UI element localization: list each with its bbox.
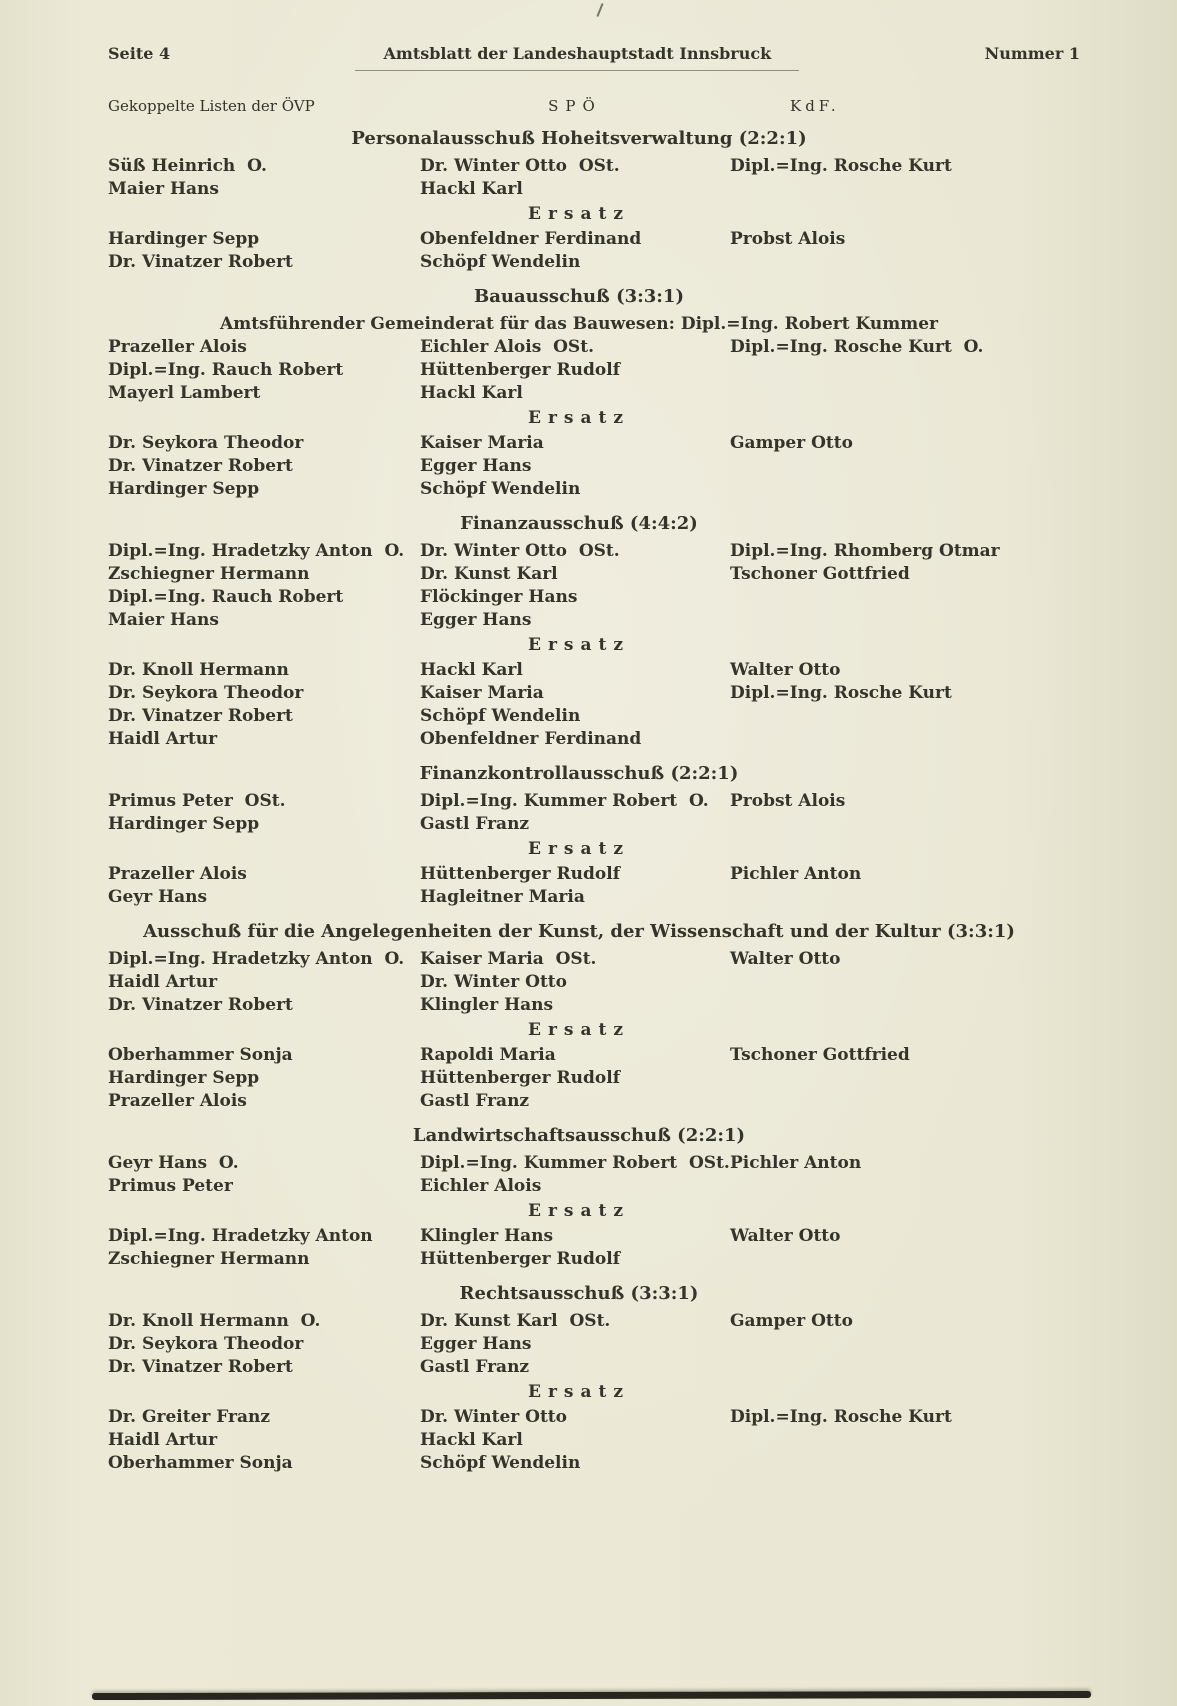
member-column-col2: [420, 790, 730, 836]
member-column-col2: [420, 659, 730, 751]
member-name: Egger Hans: [420, 610, 532, 630]
committee-subtitle: Amtsführender Gemeinderat für das Bauwesen: Dipl.=Ing. Robert Kummer: [220, 314, 938, 334]
member-name: Walter Otto: [730, 660, 841, 680]
member-column-col1: [108, 659, 420, 751]
member-name: Maier Hans: [108, 179, 219, 199]
member-name: Oberhammer Sonja: [108, 1453, 293, 1473]
members-grid: [108, 540, 1080, 632]
member-column-col2: [420, 948, 730, 1017]
member-name: Klingler Hans: [420, 995, 554, 1015]
member-column-col1: [108, 948, 420, 1017]
ersatz-grid: [108, 863, 1080, 909]
member-name: Tschoner Gottfried: [730, 1045, 910, 1065]
member-name: Gastl Franz: [420, 1091, 530, 1111]
committee-sections: [108, 126, 1080, 1475]
member-name: Walter Otto: [730, 1226, 841, 1246]
gazette-title: Amtsblatt der Landeshauptstadt Innsbruck: [355, 44, 799, 71]
member-name: Dr. Seykora Theodor: [108, 1334, 304, 1354]
ersatz-label: Ersatz: [527, 1382, 630, 1402]
member-name: Geyr Hans: [108, 887, 208, 907]
member-name: Kaiser Maria: [420, 683, 544, 703]
member-name: Schöpf Wendelin: [420, 1453, 581, 1473]
ersatz-grid: [108, 228, 1080, 274]
member-column-col3: [730, 228, 1080, 274]
member-column-col3: [730, 432, 1080, 501]
member-name: Hagleitner Maria: [420, 887, 585, 907]
member-column-col1: [108, 540, 420, 632]
member-column-col3: [730, 1310, 1080, 1379]
ersatz-label: Ersatz: [527, 1201, 630, 1221]
members-grid: [108, 155, 1080, 201]
member-name: Gastl Franz: [420, 1357, 530, 1377]
member-name: Walter Otto: [730, 949, 841, 969]
member-name: Maier Hans: [108, 610, 219, 630]
member-column-col1: [108, 1406, 420, 1475]
member-name: Hackl Karl: [420, 383, 523, 403]
member-column-col1: [108, 1310, 420, 1379]
member-column-col2: [420, 432, 730, 501]
members-grid: [108, 1152, 1080, 1198]
member-column-col1: [108, 336, 420, 405]
member-name: Dr. Seykora Theodor: [108, 433, 304, 453]
member-name: Dr. Vinatzer Robert: [108, 456, 293, 476]
member-column-col2: [420, 540, 730, 632]
member-name: Dipl.=Ing. Hradetzky Anton O.: [108, 949, 405, 969]
member-name: Dr. Greiter Franz: [108, 1407, 271, 1427]
column-headers: [108, 97, 1080, 116]
member-name: Probst Alois: [730, 791, 846, 811]
member-name: Dr. Knoll Hermann: [108, 660, 289, 680]
member-name: Dipl.=Ing. Rhomberg Otmar: [730, 541, 1000, 561]
member-name: Primus Peter OSt.: [108, 791, 286, 811]
member-name: Haidl Artur: [108, 1430, 218, 1450]
ersatz-label: Ersatz: [527, 408, 630, 428]
ersatz-grid: [108, 659, 1080, 751]
member-name: Probst Alois: [730, 229, 846, 249]
member-name: Obenfeldner Ferdinand: [420, 729, 642, 749]
member-column-col2: [420, 1310, 730, 1379]
member-name: Pichler Anton: [730, 864, 862, 884]
member-name: Prazeller Alois: [108, 1091, 247, 1111]
member-name: Dipl.=Ing. Rauch Robert: [108, 587, 344, 607]
member-name: Gamper Otto: [730, 433, 853, 453]
member-name: Dipl.=Ing. Rosche Kurt: [730, 156, 952, 176]
member-name: Dr. Vinatzer Robert: [108, 995, 293, 1015]
member-name: Mayerl Lambert: [108, 383, 261, 403]
member-name: Gamper Otto: [730, 1311, 853, 1331]
member-name: Dr. Knoll Hermann O.: [108, 1311, 321, 1331]
member-name: Dr. Vinatzer Robert: [108, 252, 293, 272]
member-name: Kaiser Maria OSt.: [420, 949, 597, 969]
member-name: Dipl.=Ing. Rosche Kurt: [730, 1407, 952, 1427]
member-name: Gastl Franz: [420, 814, 530, 834]
member-name: Zschiegner Hermann: [108, 564, 310, 584]
member-name: Hackl Karl: [420, 179, 523, 199]
member-name: Klingler Hans: [420, 1226, 554, 1246]
ersatz-grid: [108, 432, 1080, 501]
member-name: Hardinger Sepp: [108, 1068, 260, 1088]
member-column-col3: [730, 1044, 1080, 1113]
page-header: [108, 44, 1080, 71]
member-column-col3: [730, 540, 1080, 632]
member-column-col2: [420, 1225, 730, 1271]
member-name: Flöckinger Hans: [420, 587, 578, 607]
column-header-kdf: KdF.: [790, 97, 840, 115]
member-name: Tschoner Gottfried: [730, 564, 910, 584]
ersatz-label: Ersatz: [527, 839, 630, 859]
member-name: Schöpf Wendelin: [420, 479, 581, 499]
member-name: Obenfeldner Ferdinand: [420, 229, 642, 249]
member-name: Eichler Alois: [420, 1176, 542, 1196]
member-name: Schöpf Wendelin: [420, 252, 581, 272]
member-name: Egger Hans: [420, 1334, 532, 1354]
member-name: Prazeller Alois: [108, 864, 247, 884]
member-name: Pichler Anton: [730, 1153, 862, 1173]
member-name: Dr. Vinatzer Robert: [108, 1357, 293, 1377]
member-name: Dr. Winter Otto OSt.: [420, 541, 620, 561]
ersatz-grid: [108, 1406, 1080, 1475]
member-column-col1: [108, 1044, 420, 1113]
members-grid: [108, 790, 1080, 836]
member-name: Hardinger Sepp: [108, 479, 260, 499]
members-grid: [108, 1310, 1080, 1379]
member-name: Rapoldi Maria: [420, 1045, 556, 1065]
member-column-col1: [108, 863, 420, 909]
members-grid: [108, 948, 1080, 1017]
member-column-col1: [108, 155, 420, 201]
committee-section: [108, 1281, 1080, 1475]
committee-section: [108, 511, 1080, 751]
member-name: Dr. Seykora Theodor: [108, 683, 304, 703]
member-name: Schöpf Wendelin: [420, 706, 581, 726]
committee-title: Ausschuß für die Angelegenheiten der Kunst, der Wissenschaft und der Kultur (3:3:1): [143, 921, 1015, 942]
member-name: Eichler Alois OSt.: [420, 337, 594, 357]
member-column-col1: [108, 790, 420, 836]
page-number: Seite 4: [108, 44, 171, 63]
member-name: Oberhammer Sonja: [108, 1045, 293, 1065]
ersatz-label: Ersatz: [527, 204, 630, 224]
member-column-col3: [730, 863, 1080, 909]
ersatz-grid: [108, 1225, 1080, 1271]
member-column-col3: [730, 1406, 1080, 1475]
committee-section: [108, 284, 1080, 501]
ersatz-label: Ersatz: [527, 1020, 630, 1040]
member-name: Hackl Karl: [420, 660, 523, 680]
member-column-col3: [730, 790, 1080, 836]
member-name: Dipl.=Ing. Kummer Robert OSt.: [420, 1153, 730, 1173]
committee-title: Finanzausschuß (4:4:2): [460, 513, 698, 534]
member-name: Dipl.=Ing. Rosche Kurt: [730, 683, 952, 703]
member-column-col1: [108, 1225, 420, 1271]
committee-title: Personalausschuß Hoheitsverwaltung (2:2:1): [351, 128, 807, 149]
member-name: Zschiegner Hermann: [108, 1249, 310, 1269]
member-name: Süß Heinrich O.: [108, 156, 267, 176]
member-column-col1: [108, 432, 420, 501]
committee-title: Landwirtschaftsausschuß (2:2:1): [412, 1125, 746, 1146]
member-column-col3: [730, 1225, 1080, 1271]
committee-title: Finanzkontrollausschuß (2:2:1): [419, 763, 739, 784]
member-name: Dipl.=Ing. Hradetzky Anton O.: [108, 541, 405, 561]
member-column-col3: [730, 948, 1080, 1017]
members-grid: [108, 336, 1080, 405]
member-column-col2: [420, 228, 730, 274]
member-column-col3: [730, 155, 1080, 201]
member-column-col3: [730, 659, 1080, 751]
member-name: Dr. Kunst Karl: [420, 564, 558, 584]
member-column-col2: [420, 336, 730, 405]
column-header-ovp: Gekoppelte Listen der ÖVP: [108, 97, 315, 115]
column-header-spo: SPÖ: [548, 97, 602, 115]
committee-section: [108, 919, 1080, 1113]
member-column-col1: [108, 1152, 420, 1198]
member-name: Hardinger Sepp: [108, 229, 260, 249]
member-name: Hüttenberger Rudolf: [420, 1249, 621, 1269]
committee-title: Rechtsausschuß (3:3:1): [459, 1283, 699, 1304]
member-name: Dipl.=Ing. Rosche Kurt O.: [730, 337, 984, 357]
member-column-col2: [420, 155, 730, 201]
ersatz-label: Ersatz: [527, 635, 630, 655]
member-name: Primus Peter: [108, 1176, 233, 1196]
member-column-col2: [420, 1152, 730, 1198]
committee-section: [108, 1123, 1080, 1271]
issue-number: Nummer 1: [984, 44, 1080, 63]
member-name: Dr. Winter Otto: [420, 1407, 567, 1427]
member-name: Hüttenberger Rudolf: [420, 864, 621, 884]
member-column-col3: [730, 336, 1080, 405]
member-name: Geyr Hans O.: [108, 1153, 239, 1173]
member-name: Kaiser Maria: [420, 433, 544, 453]
member-name: Dr. Winter Otto: [420, 972, 567, 992]
member-name: Haidl Artur: [108, 972, 218, 992]
committee-section: [108, 761, 1080, 909]
member-column-col1: [108, 228, 420, 274]
member-name: Dr. Winter Otto OSt.: [420, 156, 620, 176]
committee-title: Bauausschuß (3:3:1): [474, 286, 684, 307]
member-name: Hüttenberger Rudolf: [420, 360, 621, 380]
member-name: Dipl.=Ing. Rauch Robert: [108, 360, 344, 380]
member-name: Dipl.=Ing. Kummer Robert O.: [420, 791, 709, 811]
member-column-col2: [420, 1406, 730, 1475]
member-name: Hackl Karl: [420, 1430, 523, 1450]
member-name: Dr. Vinatzer Robert: [108, 706, 293, 726]
member-column-col2: [420, 863, 730, 909]
member-name: Egger Hans: [420, 456, 532, 476]
member-column-col2: [420, 1044, 730, 1113]
member-name: Hardinger Sepp: [108, 814, 260, 834]
committee-section: [108, 126, 1080, 274]
ersatz-grid: [108, 1044, 1080, 1113]
member-name: Hüttenberger Rudolf: [420, 1068, 621, 1088]
member-name: Dipl.=Ing. Hradetzky Anton: [108, 1226, 373, 1246]
member-name: Haidl Artur: [108, 729, 218, 749]
member-name: Prazeller Alois: [108, 337, 247, 357]
member-column-col3: [730, 1152, 1080, 1198]
member-name: Dr. Kunst Karl OSt.: [420, 1311, 611, 1331]
